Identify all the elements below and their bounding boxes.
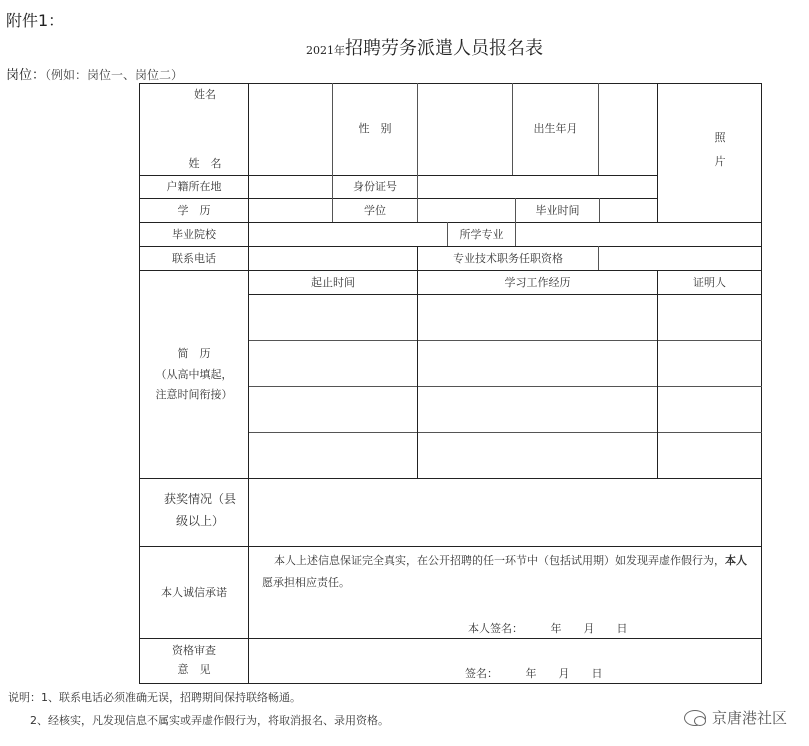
major-label: 所学专业 xyxy=(459,227,504,241)
witness-header: 证明人 xyxy=(693,275,726,289)
watermark-text: 京唐港社区 xyxy=(711,709,787,727)
form-title xyxy=(0,34,809,60)
self-sign: 本人签名： 年 月 日 xyxy=(468,622,628,635)
row-line xyxy=(249,340,762,341)
table-border-bottom xyxy=(139,683,762,684)
note-2: 2、经核实，凡发现信息不属实或弄虚作假行为，将取消报名、录用资格。 xyxy=(30,714,389,727)
birth-input[interactable] xyxy=(600,85,656,173)
review-label: 资格审查 意 见 xyxy=(172,644,216,676)
resume-label: 简 历 （从高中填起， 注意时间衔接） xyxy=(155,346,233,402)
awards-label: 获奖情况（县 级以上） xyxy=(163,492,236,528)
row-line xyxy=(249,386,762,387)
note-1: 说明：1、联系电话必须准确无误，招聘期间保持联络畅通。 xyxy=(8,691,301,704)
integrity-bold: 本人 xyxy=(725,554,747,567)
position-example: （例如：岗位一、岗位二） xyxy=(45,68,184,82)
col-line xyxy=(417,83,418,222)
professional-title-label: 专业技术职务任职资格 xyxy=(453,251,563,265)
graduation-time-input[interactable] xyxy=(601,199,656,222)
degree-label: 学位 xyxy=(364,203,386,217)
col-line xyxy=(515,222,516,246)
col-line xyxy=(248,83,249,684)
position-line xyxy=(6,64,183,83)
gender-label: 性 别 xyxy=(358,122,392,136)
watermark xyxy=(684,707,787,728)
col-line xyxy=(599,198,600,222)
school-input[interactable] xyxy=(250,223,446,246)
degree-input[interactable] xyxy=(419,199,514,222)
photo-label: 照 片 xyxy=(714,130,726,169)
row-line xyxy=(249,294,762,295)
birth-label: 出生年月 xyxy=(533,122,578,136)
integrity-label: 本人诚信承诺 xyxy=(161,585,227,599)
col-line xyxy=(598,83,599,175)
name-label-top: 姓名 xyxy=(194,88,216,102)
residence-label: 户籍所在地 xyxy=(166,180,222,194)
period-header: 起止时间 xyxy=(311,275,355,289)
school-label: 毕业院校 xyxy=(172,227,216,241)
wechat-official-account-icon xyxy=(684,710,706,726)
title-year: 2021年 xyxy=(306,44,345,57)
name-input[interactable] xyxy=(250,85,330,173)
col-line xyxy=(598,246,599,270)
row-line xyxy=(139,638,762,639)
name-label: 姓 名 xyxy=(188,157,222,171)
integrity-text: 本人上述信息保证完全真实，在公开招聘的任一环节中（包括试用期）如发现弄虚作假行为， xyxy=(274,554,725,567)
education-label: 学 历 xyxy=(177,203,211,217)
phone-label: 联系电话 xyxy=(172,251,216,265)
major-input[interactable] xyxy=(517,223,760,246)
row-line xyxy=(249,432,762,433)
col-line xyxy=(657,83,658,222)
study-work-header: 学习工作经历 xyxy=(504,275,571,289)
review-sign: 签名： 年 月 日 xyxy=(465,667,603,680)
education-input[interactable] xyxy=(250,199,331,222)
integrity-text-2: 愿承担相应责任。 xyxy=(262,576,350,589)
table-border-right xyxy=(761,83,762,684)
table-border-top xyxy=(139,83,762,84)
position-label: 岗位： xyxy=(6,68,46,83)
title-text: 招聘劳务派遣人员报名表 xyxy=(345,38,543,59)
id-number-label: 身份证号 xyxy=(353,180,397,194)
graduation-time-label: 毕业时间 xyxy=(535,203,580,217)
id-number-input[interactable] xyxy=(419,176,656,198)
awards-input[interactable] xyxy=(250,479,760,545)
residence-input[interactable] xyxy=(250,176,331,198)
gender-input[interactable] xyxy=(419,85,511,173)
col-line xyxy=(657,270,658,478)
phone-input[interactable] xyxy=(250,247,416,270)
attachment-label: 附件1： xyxy=(6,11,65,30)
professional-title-input[interactable] xyxy=(600,247,760,270)
integrity-statement xyxy=(262,550,756,594)
